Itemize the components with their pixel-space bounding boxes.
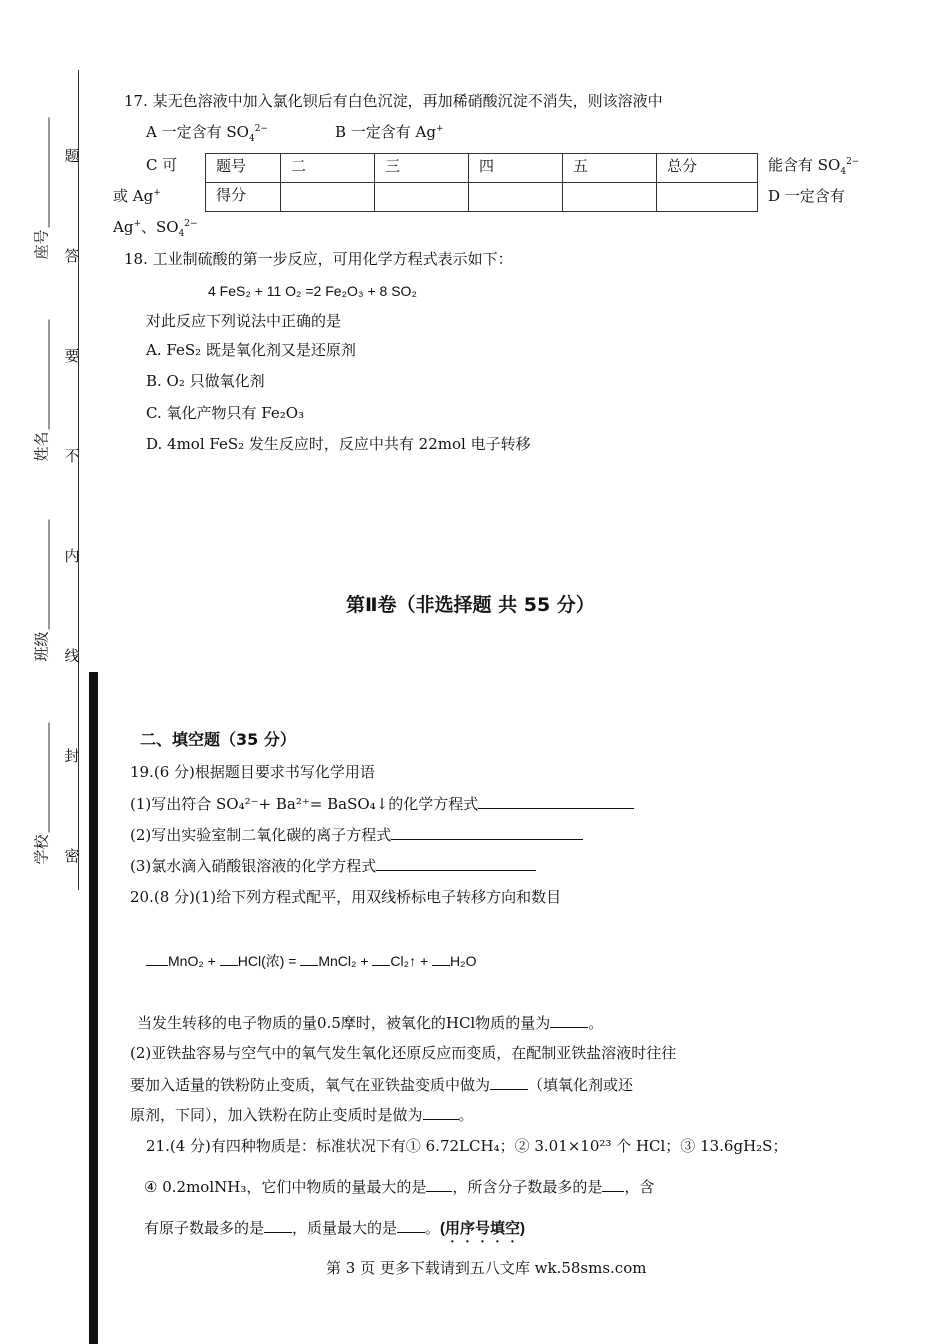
section2-title: 二、填空题（35 分） — [140, 730, 296, 749]
school-field — [31, 722, 52, 864]
q19-part2: (2)写出实验室制二氧化碳的离子方程式 — [130, 825, 583, 844]
margin-char: 封 — [64, 747, 80, 765]
table-cell: 二 — [281, 154, 375, 183]
q20-stem: 20.(8 分)(1)给下列方程式配平，用双线桥标电子转移方向和数目 — [130, 888, 562, 906]
q17-stem: 17. 某无色溶液中加入氯化钡后有白色沉淀，再加稀硝酸沉淀不消失，则该溶液中 — [124, 92, 663, 110]
q18-option-d: D. 4mol FeS₂ 发生反应时，反应中共有 22mol 电子转移 — [146, 435, 531, 453]
coefficient-blank[interactable] — [300, 951, 318, 966]
coefficient-blank[interactable] — [220, 951, 238, 966]
score-input-cell[interactable] — [657, 183, 758, 212]
answer-blank[interactable] — [264, 1218, 292, 1233]
margin-char: 答 — [64, 247, 80, 265]
margin-char: 线 — [64, 647, 80, 665]
school-label: 学校 — [32, 834, 51, 865]
binding-bar — [89, 672, 98, 1344]
table-cell: 总分 — [657, 154, 758, 183]
q17-option-a: A 一定含有 $SO_4^{2-}$ — [146, 123, 268, 144]
q18-equation: 4 FeS₂ + 11 O₂ =2 Fe₂O₃ + 8 SO₂ — [208, 283, 417, 299]
q21-line3: 有原子数最多的是 ，质量最大的是 。(用序号填空) — [144, 1219, 526, 1237]
table-cell: 五 — [563, 154, 657, 183]
class-field — [31, 519, 52, 661]
score-input-cell[interactable] — [281, 183, 375, 212]
seat-label: 座号 — [32, 229, 51, 260]
score-table-header — [206, 154, 758, 183]
q19-part3: (3)氯水滴入硝酸银溶液的化学方程式 — [130, 856, 536, 875]
margin-char: 内 — [64, 547, 80, 565]
q19-part1: (1)写出符合 SO₄²⁻+ Ba²⁺= BaSO₄↓的化学方程式 — [130, 794, 634, 813]
binding-line — [78, 70, 79, 890]
margin-char: 要 — [64, 347, 80, 365]
answer-blank[interactable] — [423, 1105, 459, 1120]
margin-char: 题 — [64, 147, 80, 165]
q17-option-d-end: Ag+、$SO_4^{2-}$ — [113, 218, 198, 239]
score-table — [205, 153, 758, 212]
coefficient-blank[interactable] — [432, 951, 450, 966]
answer-blank[interactable] — [602, 1177, 624, 1192]
table-cell: 题号 — [206, 154, 281, 183]
answer-blank[interactable] — [391, 825, 583, 840]
q18-option-c: C. 氧化产物只有 Fe₂O₃ — [146, 404, 305, 422]
answer-blank[interactable] — [550, 1013, 588, 1028]
answer-blank[interactable] — [478, 794, 634, 809]
table-cell: 三 — [375, 154, 469, 183]
table-cell: 得分 — [206, 183, 281, 212]
score-table-row — [206, 183, 758, 212]
q19-stem: 19.(6 分)根据题目要求书写化学用语 — [130, 763, 375, 781]
q20-equation: MnO₂ + HCl(浓) = MnCl₂ + Cl₂↑ + H₂O — [146, 951, 476, 970]
class-label: 班级 — [32, 631, 51, 662]
answer-blank[interactable] — [376, 856, 536, 871]
coefficient-blank[interactable] — [372, 951, 390, 966]
part2-title: 第Ⅱ卷（非选择题 共 55 分） — [346, 594, 595, 616]
score-input-cell[interactable] — [375, 183, 469, 212]
answer-blank[interactable] — [426, 1177, 452, 1192]
margin-char: 密 — [64, 847, 80, 865]
answer-blank[interactable] — [397, 1218, 425, 1233]
score-input-cell[interactable] — [563, 183, 657, 212]
q17-option-c-end: 能含有 $SO_4^{2-}$ — [768, 156, 860, 177]
q17-option-c-or: 或 Ag+ — [113, 187, 161, 205]
q18-stem: 18. 工业制硫酸的第一步反应，可用化学方程式表示如下： — [124, 250, 513, 268]
score-input-cell[interactable] — [469, 183, 563, 212]
q21-line2: ④ 0.2molNH₃，它们中物质的量最大的是 ，所含分子数最多的是 ，含 — [144, 1178, 655, 1196]
q17-option-d: D 一定含有 — [768, 187, 845, 205]
table-cell: 四 — [469, 154, 563, 183]
page-footer: 第 3 页 更多下载请到五八文库 wk.58sms.com — [326, 1259, 647, 1277]
coefficient-blank[interactable] — [146, 951, 168, 966]
name-label: 姓名 — [32, 431, 51, 462]
q18-option-a: A. FeS₂ 既是氧化剂又是还原剂 — [146, 341, 356, 359]
seat-field — [31, 117, 52, 259]
q21-line1: 21.(4 分)有四种物质是：标准状况下有① 6.72LCH₄；② 3.01×10²³ 个 HCl；③ 13.6gH₂S； — [146, 1137, 788, 1155]
q18-prompt: 对此反应下列说法中正确的是 — [146, 312, 342, 330]
q20-part2-line2: 要加入适量的铁粉防止变质，氧气在亚铁盐变质中做为 （填氧化剂或还 — [130, 1076, 634, 1094]
q20-part2-line1: (2)亚铁盐容易与空气中的氧气发生氧化还原反应而变质，在配制亚铁盐溶液时往往 — [130, 1044, 677, 1062]
name-field — [31, 319, 52, 461]
q17-option-c-start: C 可 — [146, 156, 178, 174]
q20-part2-line3: 原剂，下同），加入铁粉在防止变质时是做为 。 — [130, 1106, 474, 1124]
margin-char: 不 — [64, 447, 80, 465]
q17-option-b: B 一定含有 Ag+ — [335, 123, 444, 141]
q21-instruction: (用序号填空) — [440, 1220, 526, 1237]
q18-option-b: B. O₂ 只做氧化剂 — [146, 372, 265, 390]
q20-part1: 当发生转移的电子物质的量0.5摩时，被氧化的HCl物质的量为 。 — [137, 1014, 604, 1032]
answer-blank[interactable] — [490, 1075, 528, 1090]
